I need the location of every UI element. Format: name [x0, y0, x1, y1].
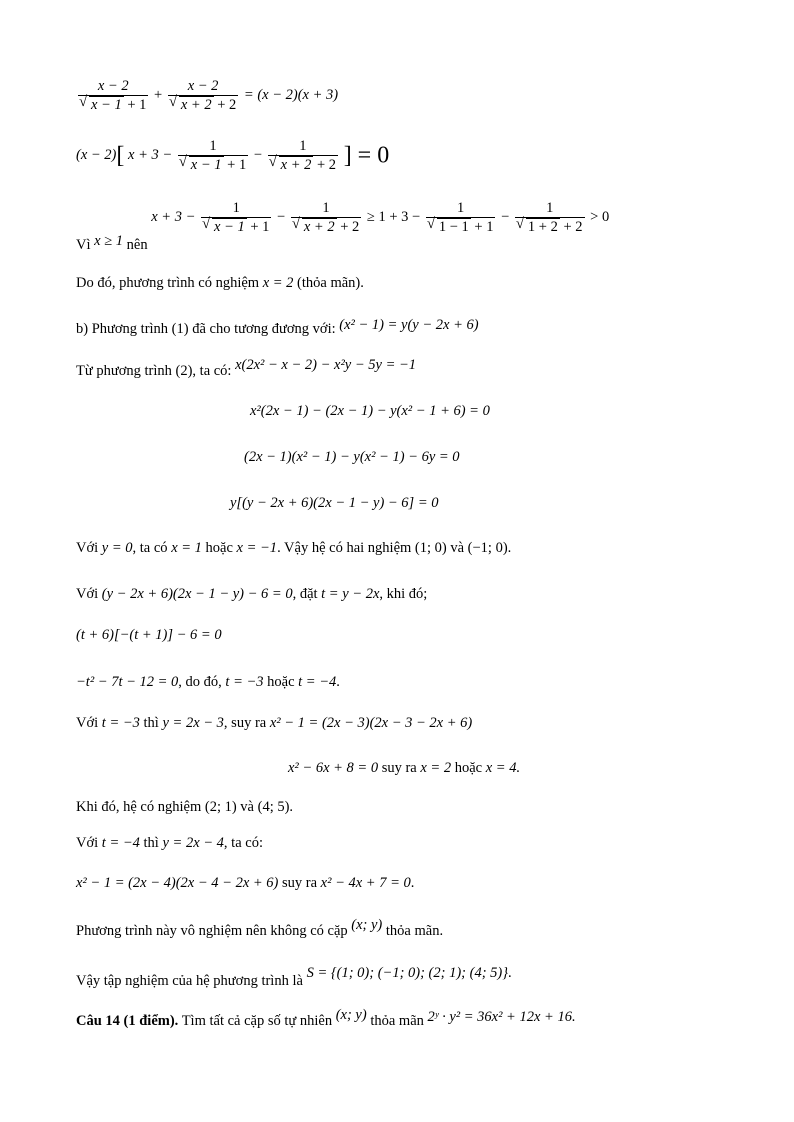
- math: −t² − 7t − 12 = 0: [76, 674, 179, 690]
- math: x² − 1 = (2x − 4)(2x − 4 − 2x + 6): [76, 875, 279, 891]
- paragraph-line: [76, 876, 414, 891]
- text: nên: [126, 237, 148, 253]
- text: b) Phương trình (1) đã cho tương đương với:: [76, 321, 336, 337]
- math: (−1; 0): [467, 540, 508, 556]
- math: x = 4.: [485, 760, 521, 776]
- math: 2ʸ · y² = 36x² + 12x + 16.: [427, 1009, 576, 1025]
- math: x = 2: [262, 275, 294, 291]
- paragraph-line: [76, 836, 263, 851]
- math: t = y − 2x: [321, 586, 380, 602]
- text: Vì: [76, 237, 91, 253]
- equation-line: (2x − 1)(x² − 1) − y(x² − 1) − 6y = 0: [244, 449, 460, 465]
- paragraph-line: [76, 317, 479, 337]
- math: x(2x² − x − 2) − x²y − 5y = −1: [235, 357, 417, 373]
- inequality-line: Vì x ≥ 1 nên x + 3 − 1 √ x − 1 + 1 − 1 √ x + 2 + 2 ≥ 1 + 3 − 1 √ 1 − 1 + 1 − 1 √ 1 + 2 + 2 > 0: [76, 200, 609, 235]
- text: .: [410, 875, 415, 891]
- math-condition: x ≥ 1: [94, 233, 124, 249]
- math: x² − 1 = (2x − 3)(2x − 3 − 2x + 6): [269, 715, 473, 731]
- math: (1; 0): [414, 540, 447, 556]
- math: (x; y): [335, 1007, 367, 1023]
- math: x = −1: [236, 540, 278, 556]
- equation-line-2: (x − 2)[ x + 3 − 1 √ x − 1 + 1 − 1 √ x + 2 + 2 ] = 0: [76, 138, 389, 173]
- text: Vậy tập nghiệm của hệ phương trình là: [76, 973, 303, 989]
- equation-line: (t + 6)[−(t + 1)] − 6 = 0: [76, 627, 222, 643]
- math: t = −4: [298, 674, 337, 690]
- equation-line: y[(y − 2x + 6)(2x − 1 − y) − 6] = 0: [230, 495, 439, 511]
- paragraph-line: [76, 917, 444, 939]
- text: , ta có: [132, 540, 168, 556]
- question-14: [76, 1007, 576, 1029]
- paragraph-line: Khi đó, hệ có nghiệm (2; 1) và (4; 5).: [76, 799, 294, 815]
- fraction: x − 2 √ x − 1 + 1: [78, 78, 148, 113]
- fraction: x − 2 √ x + 2 + 2: [168, 78, 238, 113]
- math: S = {(1; 0); (−1; 0); (2; 1); (4; 5)}: [306, 965, 509, 981]
- equation-line: x²(2x − 1) − (2x − 1) − y(x² − 1 + 6) = 0: [250, 403, 490, 419]
- text: Với: [76, 586, 99, 602]
- paragraph-line: [76, 276, 364, 291]
- text: , đặt: [292, 586, 318, 602]
- text: suy ra: [381, 760, 417, 776]
- text: Với: [76, 835, 99, 851]
- math: t = −4: [101, 835, 140, 851]
- text: , ta có:: [223, 835, 263, 851]
- text: Phương trình này vô nghiệm nên không có cặp: [76, 923, 348, 939]
- text: Với: [76, 540, 99, 556]
- equation-rhs: ] = 0: [343, 142, 390, 169]
- math: (y − 2x + 6)(2x − 1 − y) − 6 = 0: [101, 586, 293, 602]
- math: y = 2x − 4: [162, 835, 224, 851]
- text: . Vậy hệ có hai nghiệm: [277, 540, 412, 556]
- equation-rhs: = (x − 2)(x + 3): [243, 87, 339, 103]
- paragraph-line: [76, 675, 340, 690]
- math: (x² − 1) = y(y − 2x + 6): [339, 317, 479, 333]
- math: (x; y): [351, 917, 383, 933]
- text: .: [507, 540, 512, 556]
- paragraph-line: [76, 357, 417, 379]
- text: Do đó, phương trình có nghiệm: [76, 275, 260, 291]
- text: thì: [143, 835, 159, 851]
- fraction: 1 √ x − 1 + 1: [178, 138, 248, 173]
- text: suy ra: [282, 875, 318, 891]
- equation-line-1: x − 2 √ x − 1 + 1 + x − 2 √ x + 2 + 2 = (x − 2)(x + 3): [76, 78, 338, 113]
- text: .: [508, 965, 512, 981]
- text: hoặc: [205, 540, 233, 556]
- text: Với: [76, 715, 99, 731]
- paragraph-line: [76, 965, 512, 989]
- fraction: 1 √ x + 2 + 2: [268, 138, 338, 173]
- text: (thỏa mãn).: [297, 275, 364, 291]
- text: Tìm tất cả cặp số tự nhiên: [181, 1013, 333, 1029]
- math: y = 2x − 3: [162, 715, 224, 731]
- text: và: [450, 540, 465, 556]
- text: , do đó,: [178, 674, 222, 690]
- text: Từ phương trình (2), ta có:: [76, 363, 232, 379]
- math: x² − 6x + 8 = 0: [288, 760, 379, 776]
- text: thỏa mãn.: [385, 923, 444, 939]
- question-label: Câu 14 (1 điểm).: [76, 1013, 179, 1029]
- math: t = −3: [101, 715, 140, 731]
- paragraph-line: [76, 587, 427, 602]
- paragraph-line: [288, 761, 520, 776]
- math: t = −3: [225, 674, 264, 690]
- text: , suy ra: [223, 715, 267, 731]
- text: .: [336, 674, 340, 690]
- text: , khi đó;: [379, 586, 428, 602]
- math: x = 1: [171, 540, 202, 556]
- paragraph-line: [76, 541, 511, 556]
- text: hoặc: [454, 760, 483, 776]
- paragraph-line: [76, 716, 472, 731]
- math: y = 0: [101, 540, 133, 556]
- math: x = 2: [420, 760, 452, 776]
- math: x² − 4x + 7 = 0: [320, 875, 411, 891]
- text: thì: [143, 715, 159, 731]
- text: hoặc: [267, 674, 295, 690]
- text: thỏa mãn: [370, 1013, 424, 1029]
